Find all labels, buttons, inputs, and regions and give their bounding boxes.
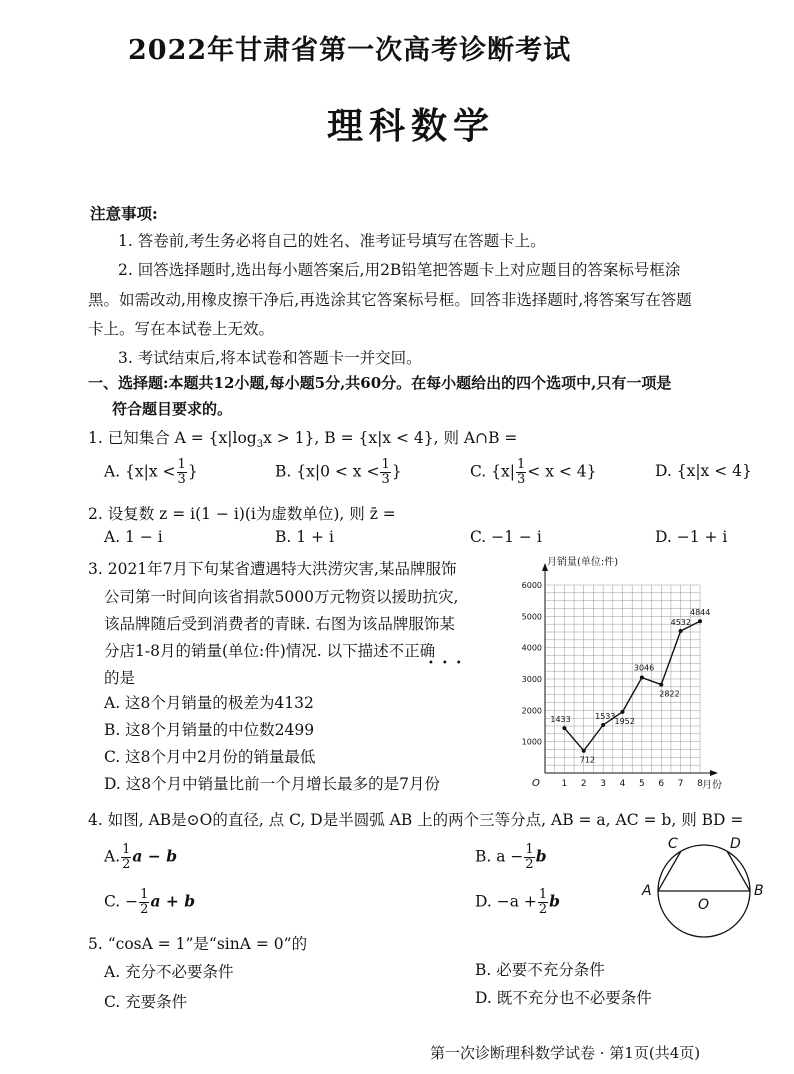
origin-label: O (532, 778, 540, 789)
chord-bd (727, 851, 750, 891)
q3-stem-line-1: 3. 2021年7月下旬某省遭遇特大洪涝灾害,某品牌服饰 (88, 560, 457, 578)
exam-title: 2022年甘肃省第一次高考诊断考试 (128, 35, 572, 66)
q1-option-c: C. {x| $\frac{1}{3}$ < x < 4} (470, 457, 597, 487)
notice-item-1: 1. 答卷前,考生务必将自己的姓名、准考证号填写在答题卡上。 (118, 232, 546, 250)
q1-option-b: B. {x|0 < x < $\frac{1}{3}$ } (275, 457, 402, 487)
q2-option-a: A. 1 − i (104, 528, 163, 546)
data-value-label: 4844 (690, 608, 711, 618)
q3-option-c: C. 这8个月中2月份的销量最低 (104, 748, 316, 766)
point-o-label: O (698, 897, 710, 913)
q4-option-b: B. a − $\frac{1}{2}$ b (475, 842, 547, 872)
q4-stem: 4. 如图, AB是⊙O的直径, 点 C, D是半圆弧 AB 上的两个三等分点, AB = a, AC = b, 则 BD = (88, 811, 744, 829)
data-point (562, 726, 566, 730)
data-point (640, 676, 644, 680)
q3-option-a: A. 这8个月销量的极差为4132 (104, 694, 314, 712)
x-tick-label: 8 (697, 779, 703, 789)
notice-item-2-cont: 黑。如需改动,用橡皮擦干净后,再选涂其它答案标号框。回答非选择题时,将答案写在答题 (88, 291, 692, 309)
y-axis-label: 月销量(单位:件) (547, 557, 619, 568)
data-value-label: 1952 (614, 716, 635, 726)
q1-option-d: D. {x|x < 4} (655, 462, 752, 480)
data-value-label: 1533 (595, 711, 616, 721)
data-value-label: 3046 (633, 663, 655, 673)
q2-option-d: D. −1 + i (655, 528, 728, 546)
q2-option-c: C. −1 − i (470, 528, 542, 546)
section-heading-cont: 符合题目要求的。 (112, 400, 233, 418)
q1-option-a: A. {x|x < $\frac{1}{3}$ } (104, 457, 198, 487)
point-c-label: C (668, 836, 678, 852)
q5-option-a: A. 充分不必要条件 (104, 963, 234, 981)
notice-item-3: 3. 考试结束后,将本试卷和答题卡一并交回。 (118, 349, 422, 367)
q1-stem: 1. 已知集合 $A = \{x|\log_3x > 1\}$, B = {x|x < 4}, 则 A∩B = (88, 429, 518, 451)
data-value-label: 4532 (670, 617, 691, 627)
q5-option-d: D. 既不充分也不必要条件 (475, 989, 652, 1007)
x-tick-label: 7 (677, 779, 684, 789)
y-tick-labels (522, 581, 542, 747)
data-value-label: 2822 (659, 689, 680, 699)
notice-heading: 注意事项: (90, 204, 158, 223)
x-tick-label: 3 (600, 779, 606, 789)
y-tick-label: 6000 (521, 581, 542, 590)
data-value-labels (550, 608, 710, 764)
chart-grid (545, 585, 700, 773)
x-tick-label: 1 (561, 779, 568, 789)
q3-option-d: D. 这8个月中销量比前一个月增长最多的是7月份 (104, 775, 440, 793)
q2-stem: 2. 设复数 z = i(1 − i)(i为虚数单位), 则 z̄ = (88, 505, 396, 523)
q5-option-c: C. 充要条件 (104, 993, 188, 1011)
x-tick-label: 4 (619, 779, 626, 789)
emphasis-dots: ••• (428, 658, 470, 669)
q4-option-c: C. − $\frac{1}{2}$ a + b (104, 887, 196, 917)
data-point (621, 710, 625, 714)
chord-ac (658, 851, 681, 891)
notice-item-2-end: 卡上。写在本试卷上无效。 (88, 320, 275, 338)
data-point (679, 629, 683, 633)
data-value-label: 1433 (550, 715, 571, 725)
point-d-label: D (730, 836, 741, 852)
circle-diagram (640, 835, 775, 940)
q5-option-b: B. 必要不充分条件 (475, 961, 605, 979)
x-axis-arrow (710, 770, 718, 776)
data-point (698, 619, 702, 623)
q4-option-a: A. $\frac{1}{2}$ a − b (104, 842, 178, 872)
y-tick-label: 4000 (521, 643, 542, 653)
y-tick-label: 3000 (521, 675, 542, 684)
data-point (582, 749, 586, 753)
q3-stem-line-3: 该品牌随后受到消费者的青睐. 右图为该品牌服饰某 (104, 615, 455, 633)
q3-stem-line-4: 分店1-8月的销量(单位:件)情况. 以下描述不正确 (104, 642, 436, 660)
x-tick-label: 5 (639, 779, 645, 789)
y-tick-label: 2000 (521, 706, 542, 716)
x-tick-label: 6 (658, 779, 665, 789)
x-tick-labels (562, 779, 704, 789)
sales-line-chart (515, 555, 745, 791)
notice-item-2: 2. 回答选择题时,选出每小题答案后,用2B铅笔把答题卡上对应题目的答案标号框涂 (118, 261, 681, 279)
q4-option-d: D. −a + $\frac{1}{2}$ b (475, 887, 560, 917)
q3-stem-line-5: 的是 (104, 669, 136, 687)
x-axis-label: 月份 (702, 780, 722, 791)
data-point (659, 683, 663, 687)
x-tick-label: 2 (580, 779, 587, 789)
data-value-label: 712 (579, 755, 596, 765)
data-point (601, 723, 605, 727)
y-tick-label: 5000 (521, 612, 542, 622)
page-footer: 第一次诊断理科数学试卷 · 第1页(共4页) (430, 1044, 701, 1062)
section-heading: 一、选择题:本题共12小题,每小题5分,共60分。在每小题给出的四个选项中,只有一项是 (88, 374, 672, 392)
q2-option-b: B. 1 + i (275, 528, 334, 546)
point-b-label: B (754, 883, 764, 899)
y-tick-label: 1000 (521, 737, 542, 747)
q5-stem: 5. “cosA = 1”是“sinA = 0”的 (88, 935, 308, 953)
q3-option-b: B. 这8个月销量的中位数2499 (104, 721, 315, 739)
subject-title: 理科数学 (327, 105, 496, 147)
q3-stem-line-2: 公司第一时间向该省捐款5000万元物资以援助抗灾, (104, 588, 459, 606)
point-a-label: A (642, 883, 652, 899)
